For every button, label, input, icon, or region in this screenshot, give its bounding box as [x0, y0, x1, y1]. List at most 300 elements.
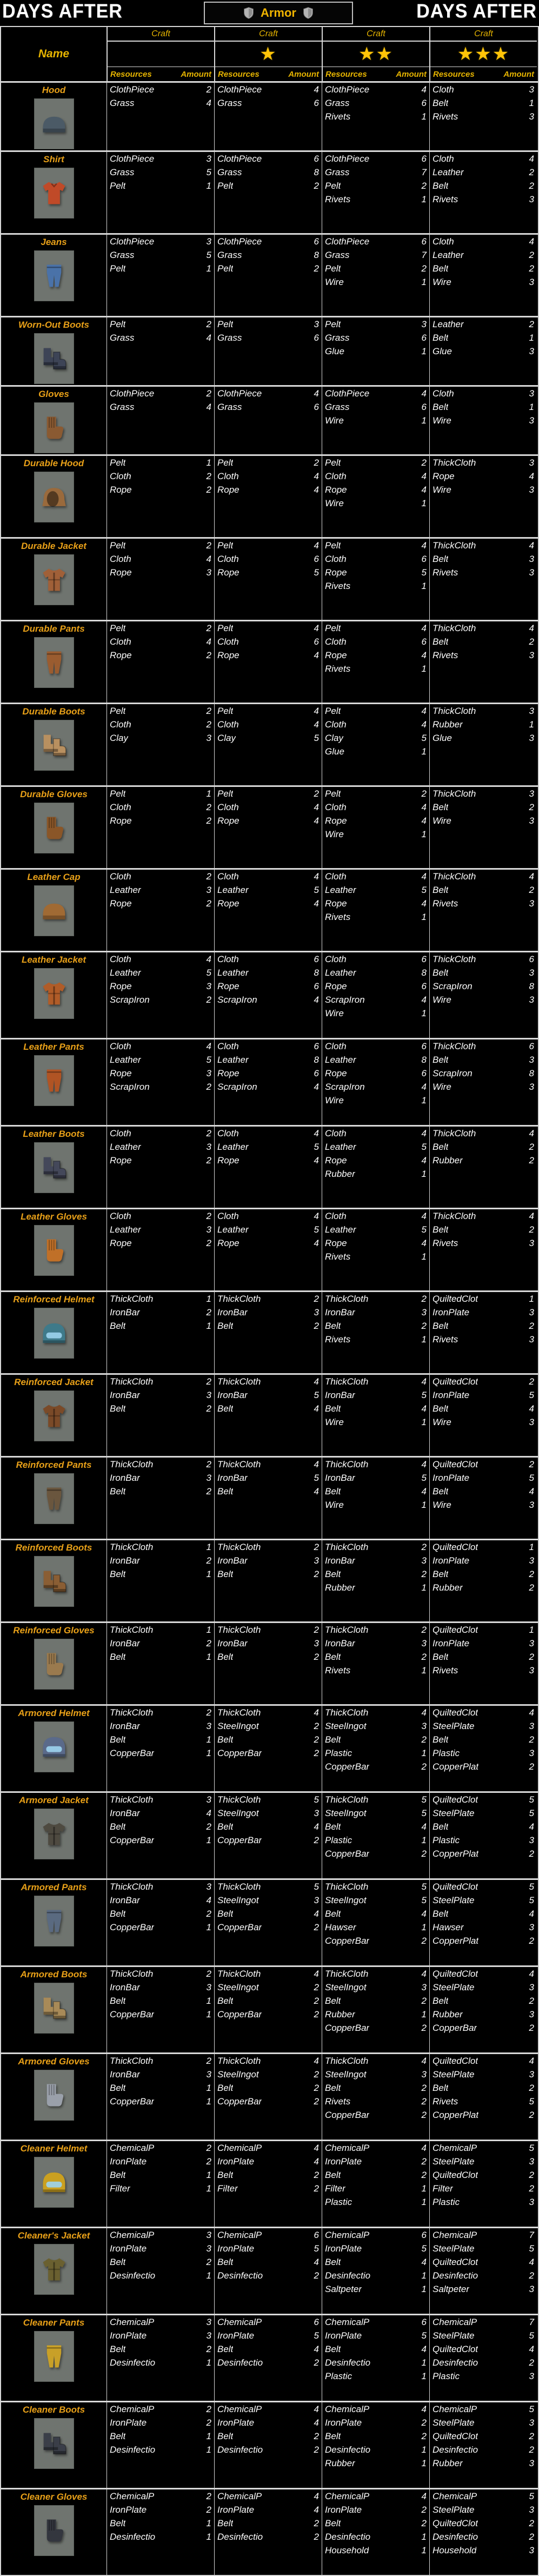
- recipe-cell-tier-3: [429, 152, 537, 233]
- resource-line: [322, 2404, 429, 2418]
- resource-line: [215, 1969, 322, 1982]
- resource-line: [430, 181, 537, 194]
- resource-amount: 6: [421, 2317, 427, 2327]
- resource-line: [430, 236, 537, 250]
- resource-amount: 4: [529, 1128, 534, 1138]
- resource-amount: 5: [206, 1055, 211, 1065]
- resource-name: QuiltedClot: [432, 2344, 478, 2354]
- resource-line: [322, 277, 429, 290]
- resource-line: [322, 2056, 429, 2069]
- resource-amount: 4: [421, 2257, 427, 2267]
- resource-name: Belt: [432, 1321, 449, 1331]
- resource-amount: 5: [421, 733, 427, 743]
- item-name: Reinforced Boots: [15, 1542, 92, 1553]
- resource-name: Grass: [325, 402, 350, 412]
- resource-line: [430, 1794, 537, 1808]
- resource-name: Wire: [325, 277, 344, 287]
- resource-line: [215, 236, 322, 250]
- resource-name: Belt: [432, 1055, 449, 1065]
- resource-amount: 2: [206, 2143, 211, 2153]
- resource-name: Rubber: [432, 2009, 463, 2019]
- resource-name: Clay: [325, 733, 344, 743]
- resource-amount: 3: [529, 2197, 534, 2207]
- item-name: Durable Pants: [23, 624, 85, 634]
- resource-name: ChemicalP: [432, 2404, 477, 2414]
- gloves-icon: [38, 1235, 70, 1266]
- recipe-cell-tier-3: [429, 2489, 537, 2575]
- resource-amount: 6: [421, 1068, 427, 1078]
- resource-line: [322, 2358, 429, 2371]
- star-rating-2: ★★: [323, 42, 429, 67]
- resource-amount: 4: [314, 816, 319, 826]
- resources-header: Resources: [218, 69, 259, 79]
- boots-icon: [38, 1152, 70, 1183]
- resource-amount: 2: [314, 1835, 319, 1845]
- resource-line: [107, 250, 214, 263]
- resource-name: SteelPlate: [432, 1895, 475, 1905]
- recipe-cell-tier-3: [429, 1623, 537, 1704]
- resource-line: [430, 1542, 537, 1555]
- armor-category-button[interactable]: [204, 2, 353, 24]
- resource-amount: 1: [529, 719, 534, 730]
- resource-line: [215, 1707, 322, 1721]
- resource-line: [215, 1211, 322, 1224]
- craft-header-label: Craft: [108, 27, 214, 42]
- item-cell: [1, 2315, 107, 2401]
- resource-line: [322, 1403, 429, 1417]
- resource-name: ThickCloth: [110, 1459, 154, 1469]
- resource-amount: 2: [206, 871, 211, 882]
- resource-amount: 2: [206, 1969, 211, 1979]
- resource-line: [322, 1582, 429, 1596]
- resource-line: [322, 2096, 429, 2110]
- recipe-cell-tier-0: [107, 1967, 214, 2052]
- resource-line: [215, 2317, 322, 2330]
- recipe-cell-tier-3: [429, 456, 537, 537]
- resource-amount: 1: [421, 2545, 427, 2555]
- resource-name: Grass: [217, 250, 242, 260]
- item-name: Reinforced Jacket: [14, 1377, 94, 1387]
- resource-name: ChemicalP: [325, 2143, 370, 2153]
- resource-name: CopperBar: [110, 2009, 155, 2019]
- resource-name: ChemicalP: [217, 2143, 262, 2153]
- resource-amount: 1: [206, 1652, 211, 1662]
- resource-line: [430, 1294, 537, 1307]
- resource-name: SteelPlate: [432, 1808, 475, 1818]
- resource-line: [430, 2096, 537, 2110]
- resource-amount: 3: [421, 2069, 427, 2080]
- resource-amount: 4: [421, 2404, 427, 2414]
- resource-line: [107, 1625, 214, 1638]
- recipe-cell-tier-2: [322, 456, 429, 537]
- resource-amount: 4: [421, 84, 427, 95]
- resource-name: Plastic: [432, 2197, 460, 2207]
- resource-amount: 2: [421, 2110, 427, 2120]
- resource-amount: 2: [529, 1936, 534, 1946]
- resource-name: Belt: [110, 1403, 126, 1414]
- resource-line: [430, 1334, 537, 1348]
- resource-amount: 1: [206, 458, 211, 468]
- resource-amount: 1: [206, 1922, 211, 1932]
- resource-name: SteelPlate: [432, 2505, 475, 2515]
- resource-name: Belt: [325, 2083, 341, 2093]
- resource-amount: 3: [529, 1417, 534, 1427]
- resource-line: [215, 2069, 322, 2083]
- resource-amount: 3: [529, 2284, 534, 2294]
- resource-name: Glue: [432, 733, 452, 743]
- recipe-cell-tier-3: [429, 1458, 537, 1539]
- resource-name: Rivets: [432, 111, 458, 122]
- resource-name: ChemicalP: [325, 2317, 370, 2327]
- resource-name: Pelt: [110, 623, 126, 633]
- resource-name: Belt: [432, 402, 449, 412]
- resource-line: [107, 554, 214, 567]
- resource-amount: 3: [206, 2243, 211, 2254]
- resource-name: Belt: [217, 1652, 234, 1662]
- resource-line: [215, 2230, 322, 2243]
- table-row: [1, 1878, 538, 1965]
- item-icon-tile: [34, 98, 74, 149]
- resource-line: [215, 733, 322, 746]
- resource-amount: 3: [206, 885, 211, 895]
- resource-name: Leather: [432, 319, 464, 329]
- resource-amount: 4: [421, 1082, 427, 1092]
- resource-amount: 2: [529, 1652, 534, 1662]
- resource-line: [322, 1734, 429, 1748]
- resource-name: Rivets: [325, 1334, 351, 1345]
- resource-amount: 2: [421, 1936, 427, 1946]
- resource-line: [322, 415, 429, 429]
- resource-line: [215, 485, 322, 498]
- resource-name: QuiltedClot: [432, 1969, 478, 1979]
- resource-line: [430, 1822, 537, 1835]
- resource-name: Cloth: [217, 719, 239, 730]
- boots-icon: [38, 730, 70, 761]
- resource-amount: 5: [529, 1895, 534, 1905]
- resource-name: IronBar: [110, 1982, 140, 1992]
- table-row: [1, 1456, 538, 1539]
- resource-name: Belt: [217, 1909, 234, 1919]
- resource-line: [107, 2143, 214, 2156]
- resource-amount: 5: [206, 167, 211, 177]
- resource-name: ThickCloth: [432, 1041, 476, 1051]
- resource-line: [107, 1473, 214, 1486]
- resource-amount: 2: [529, 2358, 534, 2368]
- resource-name: ThickCloth: [432, 540, 476, 551]
- resource-line: [430, 871, 537, 885]
- resource-line: [107, 2156, 214, 2170]
- resource-amount: 4: [314, 995, 319, 1005]
- resource-amount: 4: [421, 623, 427, 633]
- resource-line: [430, 1307, 537, 1321]
- resource-line: [322, 816, 429, 829]
- craft-header-label: Craft: [430, 27, 537, 42]
- resource-line: [322, 1321, 429, 1334]
- resource-amount: 1: [421, 1169, 427, 1179]
- resource-line: [107, 1969, 214, 1982]
- category-label: Armor: [260, 6, 296, 19]
- resource-line: [107, 2257, 214, 2270]
- item-cell: [1, 1375, 107, 1456]
- resource-name: Belt: [110, 1996, 126, 2006]
- resource-name: Rope: [325, 650, 347, 660]
- resource-amount: 2: [314, 2083, 319, 2093]
- resource-amount: 1: [421, 2284, 427, 2294]
- item-cell: [1, 621, 107, 703]
- resource-line: [107, 402, 214, 415]
- resource-amount: 7: [421, 250, 427, 260]
- resource-name: ThickCloth: [217, 1294, 261, 1304]
- resource-line: [107, 2358, 214, 2371]
- resource-amount: 2: [206, 2056, 211, 2066]
- resource-name: Belt: [217, 2083, 234, 2093]
- resource-name: Grass: [325, 333, 350, 343]
- resource-name: Wire: [432, 415, 451, 426]
- resource-name: QuiltedClot: [432, 1294, 478, 1304]
- resource-line: [215, 402, 322, 415]
- resource-amount: 4: [421, 1155, 427, 1166]
- resource-line: [430, 2270, 537, 2284]
- gloves-icon: [38, 2515, 70, 2546]
- resource-amount: 3: [206, 981, 211, 991]
- table-row: [1, 1965, 538, 2052]
- item-icon-tile: [34, 1556, 74, 1607]
- recipe-cell-tier-3: [429, 704, 537, 785]
- resource-name: Belt: [110, 1822, 126, 1832]
- resource-amount: 5: [529, 2243, 534, 2254]
- resource-name: SteelIngot: [217, 1982, 259, 1992]
- resource-line: [107, 733, 214, 746]
- resource-amount: 2: [206, 650, 211, 660]
- resource-name: ThickCloth: [217, 1542, 261, 1552]
- resource-amount: 4: [529, 236, 534, 247]
- resource-line: [107, 1721, 214, 1734]
- resource-amount: 2: [206, 2257, 211, 2267]
- resource-name: Desinfectio: [325, 2445, 371, 2455]
- resource-name: Rope: [325, 485, 347, 495]
- resource-name: Rubber: [432, 2458, 463, 2468]
- item-name: Leather Pants: [23, 1042, 84, 1052]
- jacket-icon: [38, 1400, 70, 1432]
- resource-amount: 2: [421, 1734, 427, 1745]
- resource-line: [322, 829, 429, 843]
- resource-amount: 2: [206, 1486, 211, 1496]
- resource-amount: 2: [529, 2170, 534, 2180]
- resource-amount: 1: [206, 1542, 211, 1552]
- resource-line: [322, 623, 429, 637]
- resource-amount: 2: [206, 1638, 211, 1648]
- resource-line: [215, 2330, 322, 2344]
- resource-name: Belt: [110, 1486, 126, 1496]
- resource-name: Belt: [110, 1321, 126, 1331]
- resource-line: [322, 1307, 429, 1321]
- resource-amount: 2: [421, 1652, 427, 1662]
- resource-line: [322, 2183, 429, 2197]
- resource-line: [430, 1321, 537, 1334]
- resource-amount: 2: [314, 2270, 319, 2281]
- resource-amount: 5: [529, 1808, 534, 1818]
- resource-line: [107, 623, 214, 637]
- recipe-cell-tier-2: [322, 2228, 429, 2314]
- resource-name: Belt: [325, 1996, 341, 2006]
- item-cell: [1, 1458, 107, 1539]
- resource-name: Plastic: [432, 1748, 460, 1758]
- resource-line: [107, 1748, 214, 1762]
- resource-amount: 4: [529, 1909, 534, 1919]
- pants-icon: [38, 2341, 70, 2372]
- resource-amount: 5: [314, 1142, 319, 1152]
- resource-name: Cloth: [432, 84, 454, 95]
- resource-amount: 4: [314, 1238, 319, 1248]
- resource-line: [215, 1652, 322, 1665]
- resource-line: [107, 2330, 214, 2344]
- item-icon-tile: [34, 1896, 74, 1946]
- resource-amount: 1: [421, 2358, 427, 2368]
- gloves-icon: [38, 2080, 70, 2111]
- resource-line: [107, 637, 214, 650]
- recipe-cell-tier-1: [214, 952, 322, 1038]
- resource-amount: 5: [206, 968, 211, 978]
- resource-amount: 4: [314, 2418, 319, 2428]
- resource-amount: 5: [529, 2404, 534, 2414]
- resource-line: [215, 1155, 322, 1169]
- resource-name: Belt: [110, 2344, 126, 2354]
- table-row: [1, 703, 538, 785]
- resource-name: Belt: [325, 2257, 341, 2267]
- resource-line: [430, 2505, 537, 2518]
- item-name: Leather Cap: [27, 872, 81, 882]
- resource-amount: 4: [314, 2156, 319, 2167]
- resource-amount: 2: [206, 2156, 211, 2167]
- resource-name: QuiltedClot: [432, 2056, 478, 2066]
- resource-line: [107, 1555, 214, 1569]
- resource-name: IronBar: [110, 1808, 140, 1818]
- resource-line: [322, 1909, 429, 1922]
- resource-amount: 5: [421, 1895, 427, 1905]
- resource-name: Grass: [217, 98, 242, 108]
- resource-name: Wire: [432, 485, 451, 495]
- item-icon-tile: [34, 1983, 74, 2034]
- resource-line: [322, 1082, 429, 1095]
- resource-name: Leather: [110, 1142, 141, 1152]
- recipe-cell-tier-1: [214, 1458, 322, 1539]
- item-icon-tile: [34, 2505, 74, 2556]
- resource-line: [107, 802, 214, 816]
- resource-line: [430, 2431, 537, 2445]
- resource-name: Cloth: [217, 802, 239, 812]
- resource-line: [322, 1638, 429, 1652]
- resource-amount: 5: [314, 567, 319, 578]
- resource-amount: 1: [529, 402, 534, 412]
- resource-name: Wire: [432, 1417, 451, 1427]
- resource-amount: 2: [421, 2023, 427, 2033]
- recipe-cell-tier-3: [429, 1706, 537, 1791]
- resource-amount: 4: [314, 485, 319, 495]
- recipe-cell-tier-3: [429, 2315, 537, 2401]
- resource-name: Wire: [325, 829, 344, 839]
- resource-name: Household: [325, 2545, 369, 2555]
- table-row: [1, 2488, 538, 2575]
- resource-line: [107, 968, 214, 981]
- resource-line: [107, 1638, 214, 1652]
- resource-amount: 2: [421, 2083, 427, 2093]
- resource-amount: 4: [421, 471, 427, 481]
- resource-amount: 2: [206, 1082, 211, 1092]
- resource-line: [107, 236, 214, 250]
- resource-amount: 1: [421, 1835, 427, 1845]
- resource-name: Glue: [432, 346, 452, 356]
- resource-line: [215, 968, 322, 981]
- resource-amount: 6: [421, 333, 427, 343]
- resource-amount: 2: [206, 1307, 211, 1317]
- resource-name: Belt: [217, 1996, 234, 2006]
- recipe-cell-tier-2: [322, 1967, 429, 2052]
- table-row: [1, 1704, 538, 1791]
- resource-name: Belt: [110, 1909, 126, 1919]
- resource-amount: 2: [314, 263, 319, 274]
- resource-name: IronPlate: [432, 1307, 470, 1317]
- resource-amount: 2: [421, 1996, 427, 2006]
- resource-line: [430, 1068, 537, 1082]
- resource-name: Desinfectio: [217, 2445, 263, 2455]
- item-name: Durable Hood: [23, 458, 84, 468]
- resource-line: [322, 485, 429, 498]
- item-name: Shirt: [43, 154, 64, 164]
- resource-amount: 2: [206, 319, 211, 329]
- resource-line: [107, 995, 214, 1008]
- resource-amount: 5: [421, 1882, 427, 1892]
- resource-line: [430, 2143, 537, 2156]
- resource-line: [322, 912, 429, 925]
- resource-amount: 2: [529, 1762, 534, 1772]
- resource-name: ChemicalP: [432, 2143, 477, 2153]
- resource-name: Pelt: [325, 319, 341, 329]
- resource-amount: 2: [529, 250, 534, 260]
- recipe-cell-tier-0: [107, 2402, 214, 2488]
- resource-amount: 4: [421, 485, 427, 495]
- resource-name: Rope: [432, 471, 455, 481]
- resource-name: Rivets: [325, 2096, 351, 2107]
- resource-amount: 2: [529, 1321, 534, 1331]
- resource-line: [322, 2431, 429, 2445]
- resource-name: Grass: [325, 250, 350, 260]
- resource-line: [430, 1403, 537, 1417]
- resource-line: [430, 2418, 537, 2431]
- boots-icon: [38, 343, 70, 374]
- resource-line: [322, 1008, 429, 1022]
- resources-header: Resources: [325, 69, 367, 79]
- resource-line: [107, 1486, 214, 1500]
- resource-line: [430, 458, 537, 471]
- resource-name: Rivets: [432, 1238, 458, 1248]
- recipe-cell-tier-1: [214, 1793, 322, 1878]
- resource-line: [215, 2083, 322, 2096]
- resource-amount: 3: [529, 706, 534, 716]
- resource-name: Cloth: [325, 554, 347, 564]
- resource-line: [430, 98, 537, 111]
- resource-amount: 2: [529, 885, 534, 895]
- recipe-cell-tier-3: [429, 83, 537, 150]
- resource-name: Belt: [217, 2431, 234, 2441]
- item-name: Jeans: [41, 237, 67, 247]
- resource-line: [430, 1638, 537, 1652]
- resource-line: [215, 1321, 322, 1334]
- resource-name: IronPlate: [325, 2156, 362, 2167]
- resource-amount: 7: [529, 2230, 534, 2240]
- resource-line: [430, 954, 537, 968]
- item-icon-tile: [34, 1473, 74, 1524]
- resource-amount: 3: [529, 458, 534, 468]
